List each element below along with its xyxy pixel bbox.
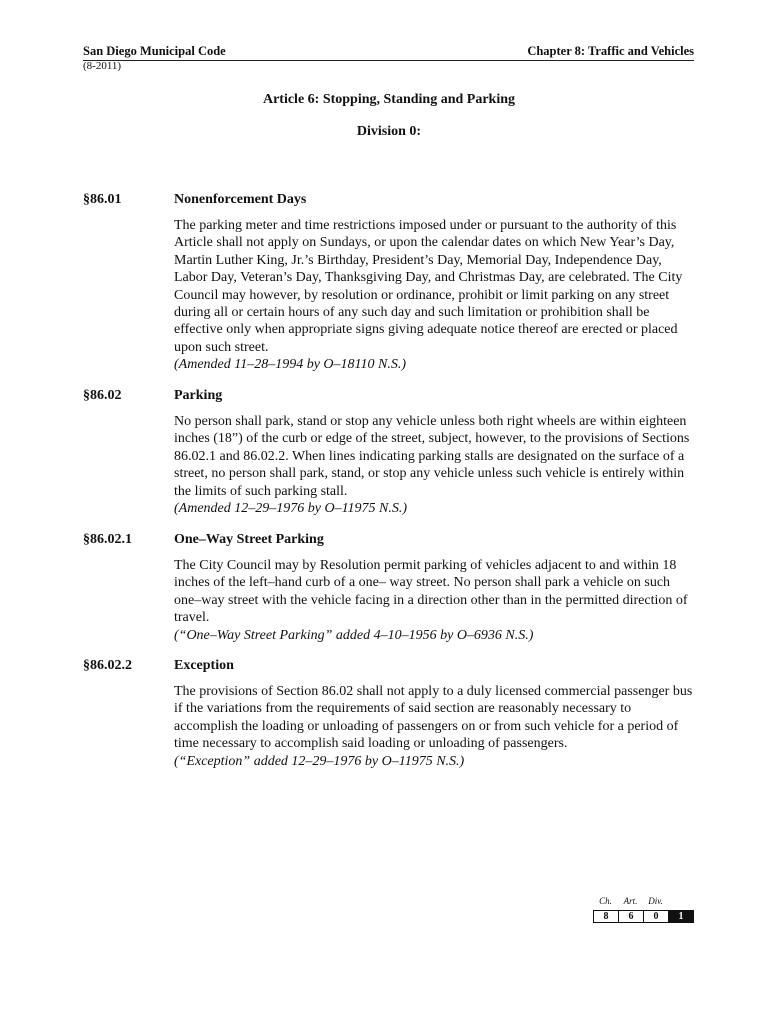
article-title: Article 6: Stopping, Standing and Parking: [262, 92, 516, 107]
cell-chapter: 8: [594, 911, 619, 922]
section-title: Nonenforcement Days: [174, 192, 307, 207]
cell-division: 0: [644, 911, 669, 922]
header-rule: [83, 60, 694, 61]
section-title: Parking: [174, 388, 223, 403]
section-body: [174, 217, 698, 374]
amendment-note: (“Exception” added 12–29–1976 by O–11975 N.S.): [174, 753, 465, 769]
cell-page: 1: [669, 911, 693, 922]
section-number: §86.01: [83, 192, 122, 207]
amendment-note: (“One–Way Street Parking” added 4–10–1956 by O–6936 N.S.): [174, 627, 534, 643]
header-code-title: San Diego Municipal Code: [83, 44, 226, 58]
amendment-note: (Amended 11–28–1994 by O–18110 N.S.): [174, 357, 406, 373]
section-text: The City Council may by Resolution permit parking of vehicles adjacent to and within 18 inches of the left–hand curb of a one– way street. No person shall park a vehicle on such one–way street with the vehicle facing in a direction other than in the permitted direction of travel.: [174, 558, 688, 626]
section-text: No person shall park, stand or stop any vehicle unless both right wheels are within eighteen inches (18”) of the curb or edge of the street, subject, however, to the provisions of Sections 86.02.1 and 86.02.2. When lines indicating parking stalls are designated on the surface of a street, no person shall park, stand, or stop any vehicle unless such vehicle is entirely within the limits of such parking stall.: [174, 414, 690, 499]
amendment-note: (Amended 12–29–1976 by O–11975 N.S.): [174, 501, 408, 517]
cell-article: 6: [619, 911, 644, 922]
section-body: [174, 413, 698, 517]
division-title: Division 0:: [356, 124, 422, 139]
label-article: Art.: [623, 896, 638, 906]
page-locator: [593, 896, 694, 923]
section-title: One–Way Street Parking: [174, 532, 324, 547]
section-number: §86.02.1: [83, 532, 132, 547]
section-body: [174, 557, 698, 644]
section-number: §86.02.2: [83, 658, 132, 673]
section-body: [174, 683, 698, 770]
page-locator-labels: [593, 896, 694, 910]
header-date: (8-2011): [83, 60, 122, 72]
section-title: Exception: [174, 658, 234, 673]
label-chapter: Ch.: [599, 896, 612, 906]
header-chapter: Chapter 8: Traffic and Vehicles: [527, 44, 694, 58]
section-text: The provisions of Section 86.02 shall not apply to a duly licensed commercial passenger bus if the variations from the requirements of said section are reasonably necessary to accomplish the loading or unloading of passengers on or from such vehicle for a period of time necessary to accomplish said loading or unloading of passengers.: [174, 684, 693, 752]
section-number: §86.02: [83, 388, 122, 403]
page-locator-cells: [593, 910, 694, 923]
section-text: The parking meter and time restrictions imposed under or pursuant to the authority of this Article shall not apply on Sundays, or upon the calendar dates on which New Year’s Day, Martin Luther King, Jr.’s Birthday, President’s Day, Memorial Day, Independence Day, Labor Day, Veteran’s Day, Thanksgiving Day, and Christmas Day, are celebrated. The City Council may however, by resolution or ordinance, prohibit or limit parking on any street during all or certain hours of any such day and such limitation or prohibition shall be effective only when appropriate signs giving adequate notice thereof are erected or placed upon such street.: [174, 218, 683, 355]
label-division: Div.: [648, 896, 663, 906]
